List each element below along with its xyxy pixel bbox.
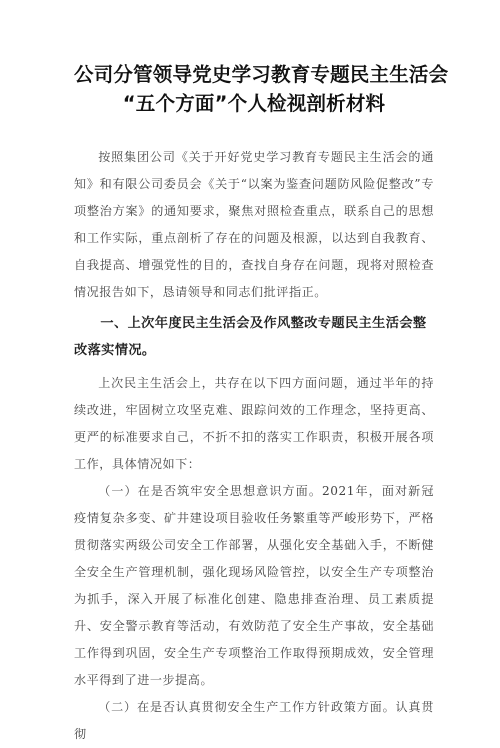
document-title — [74, 0, 449, 118]
intro-paragraph: 按照集团公司《关于开好党史学习教育专题民主生活会的通知》和有限公司委员会《关于“以案为鉴查问题防风险促整改”专项整治方案》的通知要求，聚焦对照检查重点，联系自己的思想和工作实际，重点剖析了存在的问题及根源，以达到自我教育、自我提高、增强党性的目的，查找自身存在问题，现将对照检查情况报告如下，恳请领导和同志们批评指正。 — [74, 150, 434, 299]
title-line-2: “五个方面”个人检视剖析材料 — [122, 92, 386, 115]
title-line-1: 公司分管领导党史学习教育专题民主生活会 — [74, 63, 449, 86]
section-1-paragraph: 上次民主生活会上，共存在以下四方面问题，通过半年的持续改进，牢固树立攻坚克难、跟踪问效的工作理念，坚持更高、更严的标准要求自己，不折不扣的落实工作职责，积极开展各项工作，具体情况如下： — [74, 376, 434, 471]
item-1-paragraph: （一）在是否筑牢安全思想意识方面。2021年，面对新冠疫情复杂多变、矿井建设项目验收任务繁重等严峻形势下，严格贯彻落实两级公司安全工作部署，从强化安全基础入手，不断健全安全生产管理机制，强化现场风险管控，以安全生产专项整治为抓手，深入开展了标准化创建、隐患排查治理、员工素质提升、安全警示教育等活动，有效防范了安全生产事故，安全基础工作得到巩固，安全生产专项整治工作取得预期成效，安全管理水平得到了进一步提高。 — [74, 484, 434, 687]
item-2-paragraph: （二）在是否认真贯彻安全生产工作方针政策方面。认真贯彻 — [74, 700, 434, 741]
section-heading-1: 一、上次年度民主生活会及作风整改专题民主生活会整改落实情况。 — [74, 316, 427, 358]
document-body — [74, 144, 434, 748]
